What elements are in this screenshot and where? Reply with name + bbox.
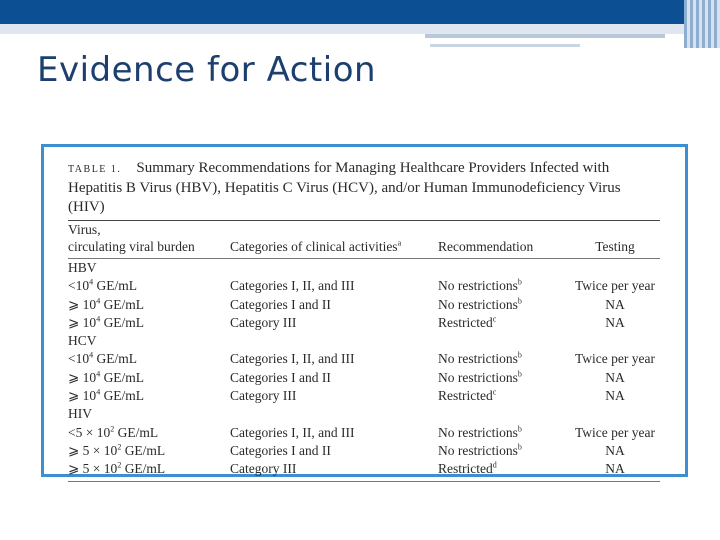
recommendation-value: Restricted: [438, 461, 493, 477]
table-row: [68, 460, 660, 478]
recommendation-footnote-mark: c: [492, 387, 497, 397]
viral-burden-cell: [68, 369, 230, 387]
recommendation-value: No restrictions: [438, 442, 518, 458]
recommendation-value: Restricted: [438, 314, 493, 330]
category-cell: Category III: [230, 461, 297, 477]
table-row: [68, 387, 660, 405]
table-bottom-rule: [68, 481, 660, 482]
slide-title: Evidence for Action: [37, 50, 377, 90]
viral-burden-value: ⩾ 10: [68, 296, 97, 312]
top-banner-band: [0, 24, 720, 34]
testing-cell: NA: [605, 296, 625, 312]
recommendation-value: Restricted: [438, 388, 493, 404]
header-virus-line1: Virus,: [68, 222, 101, 237]
viral-burden-unit: GE/mL: [93, 351, 137, 367]
category-cell: Categories I, II, and III: [230, 351, 355, 367]
recommendation-value: No restrictions: [438, 351, 518, 367]
category-cell: Categories I and II: [230, 369, 331, 385]
table-row: [68, 296, 660, 314]
decorative-stripe: [425, 34, 665, 38]
virus-group-name: HIV: [68, 406, 92, 422]
testing-cell: Twice per year: [574, 424, 655, 440]
viral-burden-exponent: 4: [96, 387, 101, 397]
header-testing: Testing: [570, 221, 660, 259]
viral-burden-unit: GE/mL: [121, 442, 166, 458]
viral-burden-value: ⩾ 5 × 10: [68, 442, 118, 458]
recommendation-footnote-mark: b: [517, 350, 522, 360]
category-cell: Category III: [230, 388, 297, 404]
table-row: [68, 350, 660, 368]
recommendation-footnote-mark: c: [492, 314, 497, 324]
viral-burden-exponent: 2: [110, 424, 115, 434]
table-caption: [68, 159, 660, 217]
recommendation-cell: [438, 296, 570, 314]
group-row: [68, 332, 660, 350]
viral-burden-cell: [68, 387, 230, 405]
data-table: [68, 221, 660, 479]
viral-burden-exponent: 4: [96, 296, 101, 306]
viral-burden-unit: GE/mL: [100, 296, 145, 312]
recommendation-cell: [438, 460, 570, 478]
recommendation-cell: [438, 442, 570, 460]
virus-group-name: HCV: [68, 333, 97, 349]
recommendation-footnote-mark: b: [517, 424, 522, 434]
viral-burden-cell: [68, 296, 230, 314]
recommendation-value: No restrictions: [438, 369, 518, 385]
header-recommendation: Recommendation: [438, 221, 570, 259]
testing-cell: NA: [605, 461, 625, 477]
viral-burden-cell: [68, 350, 230, 368]
category-cell: Categories I, II, and III: [230, 278, 355, 294]
recommendations-table: [68, 159, 660, 482]
group-row: [68, 405, 660, 423]
recommendation-cell: [438, 350, 570, 368]
table-row: [68, 424, 660, 442]
viral-burden-exponent: 4: [96, 369, 101, 379]
recommendation-cell: [438, 369, 570, 387]
viral-burden-cell: [68, 424, 230, 442]
viral-burden-unit: GE/mL: [100, 388, 145, 404]
recommendation-footnote-mark: b: [517, 277, 522, 287]
table-row: [68, 314, 660, 332]
recommendation-footnote-mark: b: [517, 296, 522, 306]
viral-burden-exponent: 4: [89, 350, 94, 360]
recommendation-value: No restrictions: [438, 424, 518, 440]
viral-burden-unit: GE/mL: [93, 278, 137, 294]
viral-burden-value: ⩾ 10: [68, 314, 97, 330]
viral-burden-value: ⩾ 10: [68, 369, 97, 385]
recommendation-cell: [438, 314, 570, 332]
virus-group-name: HBV: [68, 260, 97, 275]
testing-cell: Twice per year: [574, 351, 655, 367]
category-cell: Categories I, II, and III: [230, 424, 355, 440]
table-caption-text: Summary Recommendations for Managing Healthcare Providers Infected with Hepatitis B Virus (HBV), Hepatitis C Virus (HCV), and/or Human Immunodeficiency Virus (HIV): [68, 160, 621, 215]
viral-burden-exponent: 2: [117, 442, 122, 452]
viral-burden-value: ⩾ 5 × 10: [68, 461, 118, 477]
recommendation-value: No restrictions: [438, 278, 518, 294]
viral-burden-unit: GE/mL: [100, 314, 145, 330]
table-row: [68, 369, 660, 387]
header-footnote-mark: a: [397, 238, 402, 248]
category-cell: Categories I and II: [230, 296, 331, 312]
recommendation-cell: [438, 424, 570, 442]
header-categories: [230, 221, 438, 259]
testing-cell: NA: [605, 442, 625, 458]
testing-cell: Twice per year: [574, 278, 655, 294]
viral-burden-value: <10: [68, 351, 90, 367]
decorative-corner-stripes: [684, 0, 720, 48]
category-cell: Categories I and II: [230, 442, 331, 458]
header-virus: [68, 221, 230, 259]
viral-burden-cell: [68, 277, 230, 295]
viral-burden-exponent: 4: [96, 314, 101, 324]
recommendation-footnote-mark: d: [492, 460, 497, 470]
group-row: [68, 259, 660, 278]
table-row: [68, 277, 660, 295]
viral-burden-value: ⩾ 10: [68, 388, 97, 404]
decorative-stripe: [430, 44, 580, 47]
recommendation-footnote-mark: b: [517, 442, 522, 452]
table-row: [68, 442, 660, 460]
viral-burden-value: <5 × 10: [68, 424, 111, 440]
table-label: TABLE 1.: [68, 164, 122, 175]
viral-burden-unit: GE/mL: [121, 461, 166, 477]
viral-burden-unit: GE/mL: [114, 424, 159, 440]
testing-cell: NA: [605, 388, 625, 404]
testing-cell: NA: [605, 314, 625, 330]
top-banner-bar: [0, 0, 720, 24]
table-image-frame: [41, 144, 688, 477]
recommendation-footnote-mark: b: [517, 369, 522, 379]
viral-burden-exponent: 4: [89, 277, 94, 287]
recommendation-cell: [438, 387, 570, 405]
header-virus-line2: circulating viral burden: [68, 239, 195, 254]
header-categories-text: Categories of clinical activities: [230, 239, 398, 254]
viral-burden-cell: [68, 442, 230, 460]
viral-burden-value: <10: [68, 278, 90, 294]
recommendation-cell: [438, 277, 570, 295]
testing-cell: NA: [605, 369, 625, 385]
table-body: [68, 259, 660, 479]
viral-burden-cell: [68, 460, 230, 478]
category-cell: Category III: [230, 314, 297, 330]
recommendation-value: No restrictions: [438, 296, 518, 312]
viral-burden-cell: [68, 314, 230, 332]
viral-burden-unit: GE/mL: [100, 369, 145, 385]
viral-burden-exponent: 2: [117, 460, 122, 470]
